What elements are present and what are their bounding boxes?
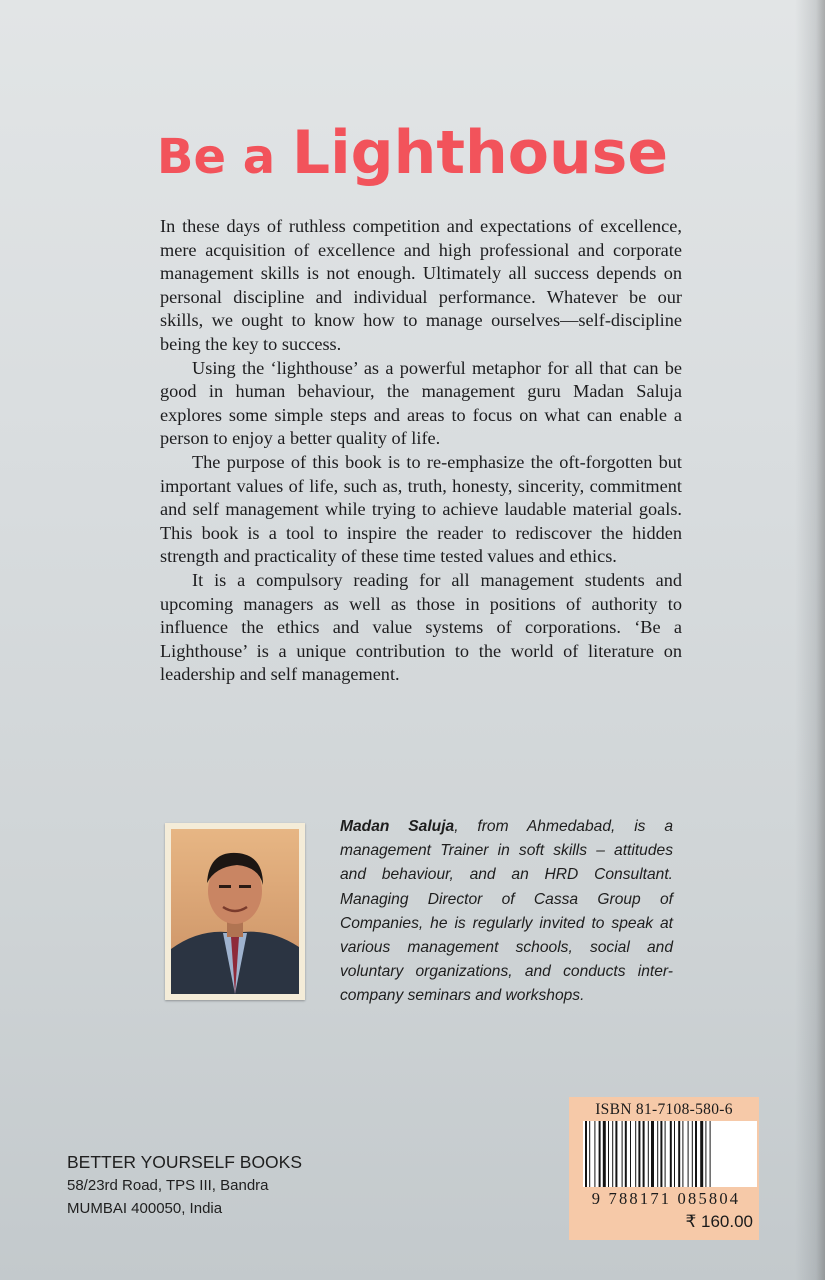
- author-bio-text: , from Ahmedabad, is a management Trainer in soft skills – attitudes and behaviour, and an HRD Consultant. Managing Director of Cassa Group of Companies, he is regularly invited to speak at various management schools, social and voluntary organizations, and conducts inter-company seminars and workshops.: [340, 818, 674, 1005]
- price: ₹ 160.00: [685, 1212, 753, 1231]
- barcode-bar: [705, 1121, 706, 1187]
- publisher-block: [67, 1150, 302, 1220]
- blurb-paragraph: In these days of ruthless competition and expectations of excellence, mere acquisition of excellence and high professional and corporate management skills is not enough. Ultimately all success depends on personal discipline and individual performance. Whatever be our skills, we ought to know how to manage ourselves—self-discipline being the key to success.: [160, 216, 682, 354]
- barcode-bar: [692, 1121, 693, 1187]
- price-sticker: [569, 1097, 759, 1240]
- author-photo: [165, 823, 305, 1000]
- barcode-bar: [674, 1121, 675, 1187]
- publisher-address-line: MUMBAI 400050, India: [67, 1200, 223, 1217]
- barcode-bar: [615, 1121, 617, 1187]
- spine-edge: [795, 0, 825, 1280]
- barcode-bar: [660, 1121, 662, 1187]
- barcode-bar: [635, 1121, 636, 1187]
- barcode-icon: [583, 1121, 757, 1187]
- barcode-bar: [630, 1121, 631, 1187]
- barcode-bar: [612, 1121, 613, 1187]
- barcode-bar: [695, 1121, 697, 1187]
- blurb-paragraph: It is a compulsory reading for all management students and upcoming managers as well as those in positions of authority to influence the ethics and value systems of corporations. ‘Be a Lighthouse’ is a unique contribution to the world of literature on leadership and self management.: [160, 569, 682, 685]
- blurb-paragraph: The purpose of this book is to re-emphasize the oft-forgotten but important values of life, such as, truth, honesty, sincerity, commitment and self management while trying to achieve laudable material goals. This book is a tool to inspire the reader to rediscover the hidden strength and practicality of these time tested values and ethics.: [160, 451, 682, 567]
- barcode-bar: [665, 1121, 666, 1187]
- title-part-2: Lighthouse: [291, 118, 669, 188]
- barcode-bar: [700, 1121, 703, 1187]
- blurb: [160, 215, 682, 687]
- publisher-name: BETTER YOURSELF BOOKS: [67, 1152, 303, 1172]
- barcode-bar: [710, 1121, 711, 1187]
- barcode-bar: [657, 1121, 658, 1187]
- barcode-bar: [682, 1121, 683, 1187]
- barcode-bar: [608, 1121, 609, 1187]
- barcode-bar: [585, 1121, 587, 1187]
- book-title: [0, 118, 825, 188]
- barcode-bar: [648, 1121, 649, 1187]
- barcode-bar: [603, 1121, 606, 1187]
- barcode-bar: [622, 1121, 623, 1187]
- ean-number: 9 788171 085804: [591, 1189, 741, 1208]
- barcode-bar: [643, 1121, 645, 1187]
- isbn-text: ISBN 81-7108-580-6: [595, 1101, 733, 1118]
- barcode-bar: [599, 1121, 601, 1187]
- barcode-bar: [678, 1121, 680, 1187]
- barcode-bar: [688, 1121, 689, 1187]
- blurb-paragraph: Using the ‘lighthouse’ as a powerful metaphor for all that can be good in human behaviour, the management guru Madan Saluja explores some simple steps and areas to focus on what can enable a person to enjoy a better quality of life.: [160, 357, 682, 449]
- title-part-1: Be a: [156, 129, 292, 185]
- author-bio: [340, 815, 673, 1009]
- barcode-bar: [651, 1121, 654, 1187]
- barcode-bar: [625, 1121, 627, 1187]
- barcode-bar: [589, 1121, 590, 1187]
- barcode-bar: [638, 1121, 640, 1187]
- barcode-bar: [670, 1121, 672, 1187]
- barcode-bar: [594, 1121, 595, 1187]
- author-name: Madan Saluja: [340, 818, 455, 835]
- publisher-address-line: 58/23rd Road, TPS III, Bandra: [67, 1177, 269, 1194]
